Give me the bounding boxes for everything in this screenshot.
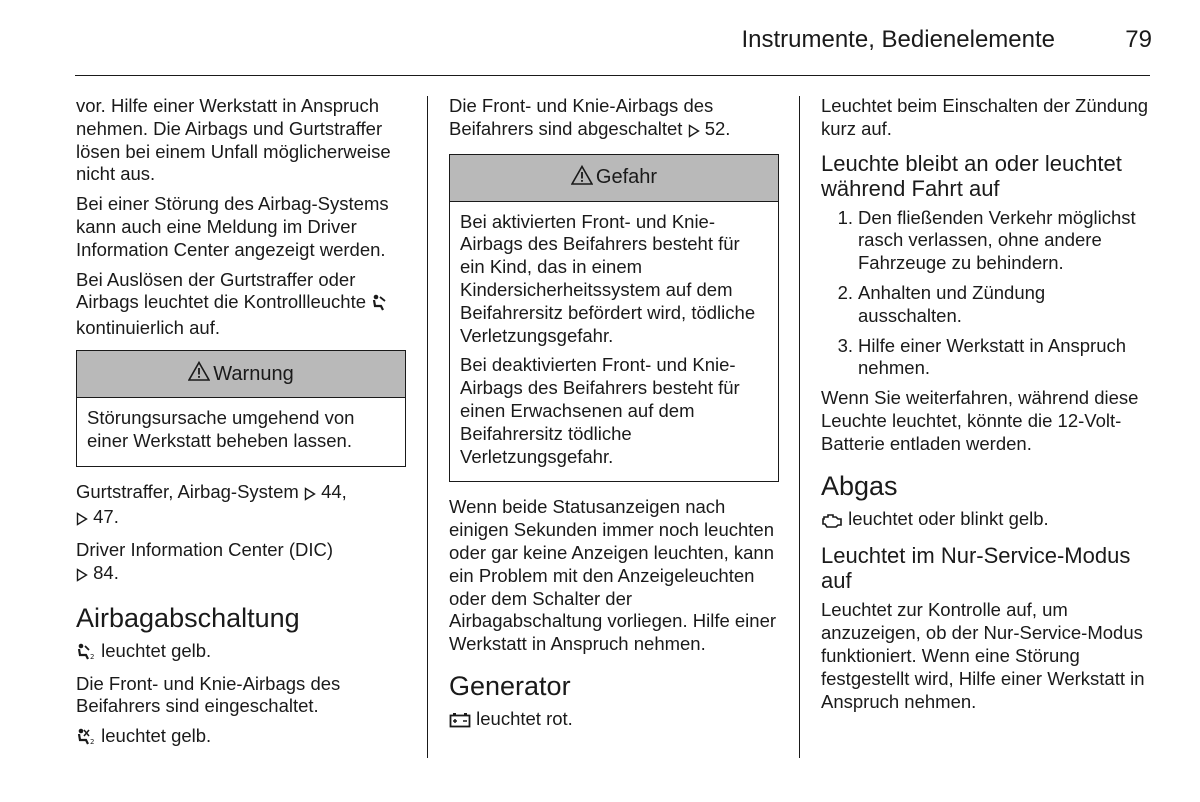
column-3 <box>821 95 1151 720</box>
warning-box-header <box>77 351 405 398</box>
step-list <box>821 207 1151 381</box>
svg-text:2: 2 <box>90 652 95 660</box>
list-item: 1. Den fließenden Verkehr möglichst rasch verlassen, ohne andere Fahrzeuge zu behindern. <box>837 206 1136 274</box>
paragraph: Wenn Sie weiterfahren, während diese Leuchte leuchtet, könnte die 12-Volt-Batterie entladen werden. <box>821 387 1139 454</box>
subsection-heading: Leuchtet im Nur-Service-Modus auf <box>821 543 1131 594</box>
header-divider <box>75 75 1150 76</box>
svg-text:2: 2 <box>90 738 95 746</box>
paragraph: Leuchtet zur Kontrolle auf, um anzuzeigen, ob der Nur-Service-Modus funktioniert. Wenn eine Störung festgestellt wird, Hilfe einer Werkstatt in Anspruch nehmen. <box>821 599 1145 712</box>
indicator-line: leuchtet oder blinkt gelb. <box>821 508 1151 534</box>
column-2 <box>449 95 779 741</box>
list-item: 2. Anhalten und Zündung ausschalten. <box>837 281 1046 326</box>
danger-text: Bei deaktivierten Front- und Knie-Airbags des Beifahrers besteht für einen Erwachsenen auf dem Beifahrersitz tödliche Verletzungsgefahr. <box>460 354 740 467</box>
warning-triangle-icon <box>571 165 593 191</box>
airbag-seat-icon <box>371 294 387 317</box>
section-heading: Generator <box>449 670 571 701</box>
warning-triangle-icon <box>188 361 210 387</box>
paragraph: Bei Auslösen der Gurtstraffer oder Airbags leuchtet die Kontrollleuchte kontinuierlich auf. <box>76 269 406 340</box>
danger-title: Gefahr <box>595 166 658 189</box>
paragraph: Die Front- und Knie-Airbags des Beifahrers sind abgeschaltet 52. <box>449 95 779 144</box>
page-header-title: Instrumente, Bedienelemente <box>741 26 1055 53</box>
column-1 <box>76 95 406 758</box>
danger-box <box>449 154 779 483</box>
cross-reference: Driver Information Center (DIC) 84. <box>76 539 406 588</box>
danger-text: Bei aktivierten Front- und Knie-Airbags des Beifahrers besteht für ein Kind, das in einem Kindersicherheitssystem auf dem Beifahrersitz befördert wird, tödliche Verletzungsgefahr. <box>460 210 756 346</box>
airbag-off-icon <box>76 728 96 751</box>
page-ref-arrow-icon <box>76 509 88 532</box>
paragraph: Bei einer Störung des Airbag-Systems kann auch eine Meldung im Driver Information Center angezeigt werden. <box>76 193 389 260</box>
danger-box-body <box>450 202 778 482</box>
warning-title: Warnung <box>213 362 294 385</box>
subsection-heading: Leuchte bleibt an oder leuchtet während Fahrt auf <box>821 150 1122 201</box>
page-ref-arrow-icon <box>304 484 316 507</box>
warning-text: Störungsursache umgehend von einer Werkstatt beheben lassen. <box>87 406 355 451</box>
indicator-line: leuchtet rot. <box>449 708 779 734</box>
section-heading: Airbagabschaltung <box>76 602 300 633</box>
indicator-line: 2 leuchtet gelb. <box>76 640 406 666</box>
paragraph: Leuchtet beim Einschalten der Zündung kurz auf. <box>821 95 1149 139</box>
paragraph: Die Front- und Knie-Airbags des Beifahrers sind eingeschaltet. <box>76 672 341 717</box>
indicator-line: 2 leuchtet gelb. <box>76 725 406 751</box>
page-number: 79 <box>1125 26 1152 53</box>
airbag-on-icon <box>76 643 96 666</box>
section-heading: Abgas <box>821 470 898 501</box>
warning-box-body <box>77 398 405 466</box>
column-divider <box>427 96 428 758</box>
engine-icon <box>821 511 843 534</box>
column-divider <box>799 96 800 758</box>
paragraph: vor. Hilfe einer Werkstatt in Anspruch nehmen. Die Airbags und Gurtstraffer lösen bei einem Unfall möglicherweise nicht aus. <box>76 95 391 185</box>
paragraph: Wenn beide Statusanzeigen nach einigen Sekunden immer noch leuchten oder gar keine Anzeigen leuchten, kann ein Problem mit den Anzeigeleuchten oder dem Schalter der Airbagabschaltung vorliegen. Hilfe einer Werkstatt in Anspruch nehmen. <box>449 496 777 655</box>
danger-box-header <box>450 155 778 202</box>
page-ref-arrow-icon <box>76 565 88 588</box>
cross-reference: Gurtstraffer, Airbag-System 44, 47. <box>76 481 406 533</box>
page-ref-arrow-icon <box>688 121 700 144</box>
battery-icon <box>449 711 471 734</box>
list-item: 3. Hilfe einer Werkstatt in Anspruch nehmen. <box>837 334 1127 379</box>
warning-box <box>76 350 406 467</box>
